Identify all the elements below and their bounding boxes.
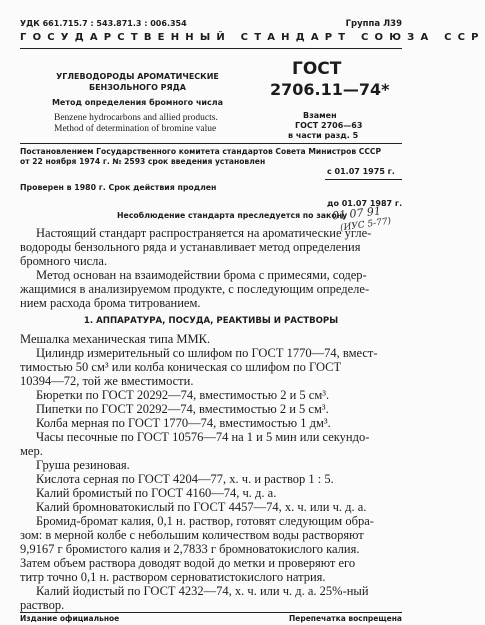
page-number: [20, 600, 21, 601]
title-ru-method: Метод определения бромного числа: [51, 98, 224, 107]
intro-line: бромного числа.: [20, 254, 108, 268]
checked-extended: Проверен в 1980 г. Срок действия продлен: [20, 183, 217, 192]
intro-date-underline: [325, 179, 402, 180]
section-line: зом: в мерной колбе с небольшим количеством воды растворяют: [20, 528, 364, 542]
section-line: Колба мерная по ГОСТ 1770—74, вместимостью 1 дм³.: [36, 416, 331, 430]
title-en-line2: Method of determination of bromine value: [54, 124, 217, 134]
replaces-part: в части разд. 5: [288, 131, 359, 140]
section-line: титр точно 0,1 н. раствором серноватистокислого натрия.: [20, 570, 326, 584]
section-line: Часы песочные по ГОСТ 10576—74 на 1 и 5 мин или секундо-: [36, 430, 370, 444]
section-line: 10394—72, той же вместимости.: [20, 374, 194, 388]
gost-label: ГОСТ: [292, 59, 342, 79]
penalty-notice: Несоблюдение стандарта преследуется по закону: [117, 211, 348, 220]
section-line: Кислота серная по ГОСТ 4204—77, х. ч. и раствор 1 : 5.: [36, 472, 334, 486]
section-line: Калий йодистый по ГОСТ 4232—74, х. ч. или ч. д. а. 25%-ный: [36, 584, 369, 598]
section-line: тимостью 50 см³ или колба коническая со шлифом по ГОСТ: [20, 360, 342, 374]
reprint-banned: Перепечатка воспрещена: [288, 614, 402, 623]
section-line: 9,9167 г бромистого калия и 2,7833 г бромноватокислого калия.: [20, 542, 360, 556]
title-rule: [20, 143, 402, 144]
title-ru-line1: УГЛЕВОДОРОДЫ АРОМАТИЧЕСКИЕ: [56, 72, 219, 81]
udk-code: УДК 661.715.7 : 543.871.3 : 006.354: [20, 19, 187, 28]
intro-date: с 01.07 1975 г.: [327, 167, 395, 176]
section-line: Мешалка механическая типа ММК.: [20, 332, 211, 346]
intro-line: нием расхода брома титрованием.: [20, 296, 201, 310]
decree-line1: Постановлением Государственного комитета стандартов Совета Министров СССР: [20, 147, 382, 156]
group-code: Группа Л39: [345, 19, 402, 29]
intro-line: жащимися в анализируемом продукте, с последующим определе-: [20, 282, 370, 296]
replaces-label: Взамен: [303, 111, 337, 120]
section-line: Пипетки по ГОСТ 20292—74, вместимостью 2 и 5 см³.: [36, 402, 329, 416]
footer-rule: [20, 612, 402, 613]
section-line: Бюретки по ГОСТ 20292—74, вместимостью 2 и 5 см³.: [36, 388, 330, 402]
intro-line: Настоящий стандарт распространяется на ароматические угле-: [36, 226, 372, 240]
decree-line2: от 22 ноября 1974 г. № 2593 срок введения установлен: [20, 157, 266, 166]
footnote-line2: [120, 600, 141, 601]
section-line: раствор.: [20, 598, 65, 612]
header-rule: [20, 48, 402, 49]
intro-line: Метод основан на взаимодействии брома с примесями, содер-: [36, 268, 367, 282]
section-heading: 1. АППАРАТУРА, ПОСУДА, РЕАКТИВЫ И РАСТВОРЫ: [83, 316, 339, 326]
title-ru-line2: БЕНЗОЛЬНОГО РЯДА: [88, 83, 186, 92]
section-line: Цилиндр измерительный со шлифом по ГОСТ 1770—74, вмест-: [36, 346, 378, 360]
intro-line: водороды бензольного ряда и устанавливает метод определения: [20, 240, 361, 254]
replaces-gost: ГОСТ 2706—63: [295, 121, 363, 130]
section-line: мер.: [20, 444, 43, 458]
section-line: Затем объем раствора доводят водой до метки и проверяют его: [20, 556, 356, 570]
section-line: Груша резиновая.: [36, 458, 130, 472]
handwritten-ius: (ИУС 5-77): [339, 216, 392, 234]
handwritten-date: 01 07 91: [331, 204, 382, 223]
section-line: Бромид-бромат калия, 0,1 н. раствор, готовят следующим обра-: [36, 514, 374, 528]
section-line: Калий бромноватокислый по ГОСТ 4457—74, х. ч. или ч. д. а.: [36, 500, 367, 514]
title-en-line1: Benzene hydrocarbons and allied products.: [54, 113, 218, 123]
official-edition: Издание официальное: [20, 614, 120, 623]
valid-to-date: до 01.07 1987 г.: [327, 199, 403, 208]
state-standard-banner: ГОСУДАРСТВЕННЫЙ СТАНДАРТ СОЮЗА ССР: [20, 32, 485, 43]
section-line: Калий бромистый по ГОСТ 4160—74, ч. д. а.: [36, 486, 277, 500]
gost-number: 2706.11—74*: [270, 80, 390, 99]
